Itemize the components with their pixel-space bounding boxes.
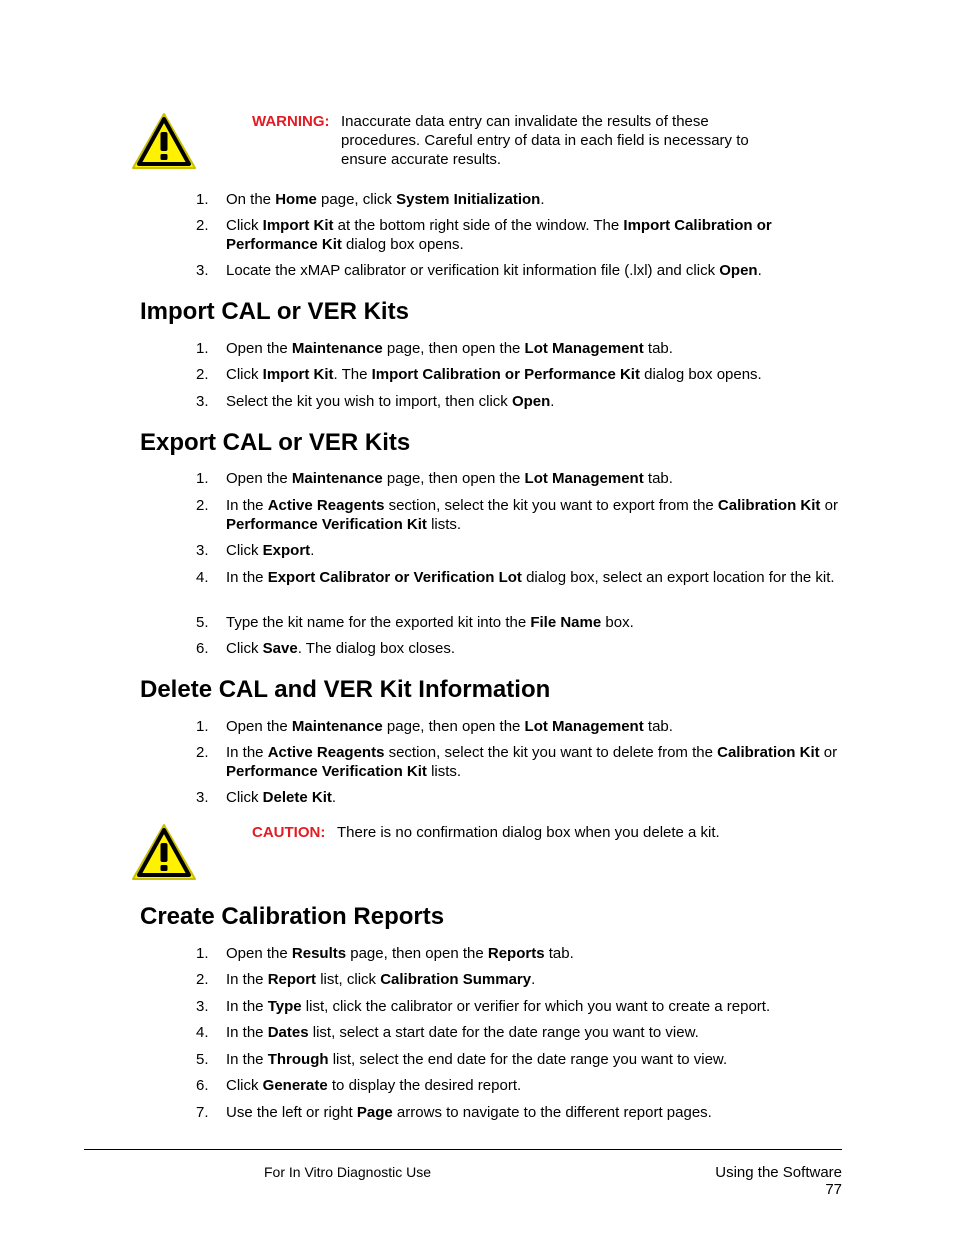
- ui-term: Through: [267, 1051, 329, 1068]
- step-number: 1.: [196, 718, 209, 735]
- heading-create-calibration-reports: Create Calibration Reports: [140, 903, 445, 930]
- step-text: In the Active Reagents section, select the kit you want to delete from the Calibration Kit or Performance Verification Kit lists.: [226, 744, 838, 780]
- step-text: In the Dates list, select a start date for the date range you want to view.: [226, 1024, 699, 1041]
- step-number: 1.: [196, 340, 209, 357]
- step-text: Open the Results page, then open the Reports tab.: [226, 945, 574, 962]
- step-number: 3.: [196, 262, 209, 279]
- ui-term: Open: [511, 393, 551, 410]
- caution-label: CAUTION:: [252, 824, 326, 841]
- ui-term: Generate: [262, 1077, 328, 1094]
- step-number: 2.: [196, 217, 209, 234]
- step-text: In the Through list, select the end date for the date range you want to view.: [226, 1051, 728, 1068]
- step-number: 6.: [196, 1077, 209, 1094]
- warning-text-line: Inaccurate data entry can invalidate the results of these: [341, 113, 709, 130]
- step-number: 1.: [196, 470, 209, 487]
- ui-term: Export: [262, 542, 311, 559]
- step-text: Click Save. The dialog box closes.: [226, 640, 456, 657]
- step-text: Open the Maintenance page, then open the Lot Management tab.: [226, 340, 673, 357]
- step-text: Open the Maintenance page, then open the Lot Management tab.: [226, 470, 673, 487]
- step-number: 2.: [196, 744, 209, 761]
- ui-term: Report: [267, 971, 317, 988]
- ui-term: Calibration Summary: [380, 971, 532, 988]
- step-number: 3.: [196, 789, 209, 806]
- ui-term: Dates: [267, 1024, 309, 1041]
- heading-import-cal-ver-kits: Import CAL or VER Kits: [140, 298, 409, 325]
- step-text: Click Generate to display the desired report.: [226, 1077, 522, 1094]
- ui-term: Calibration Kit: [717, 497, 821, 514]
- ui-term: Open: [719, 262, 758, 279]
- warning-text-line: procedures. Careful entry of data in each field is necessary to: [341, 132, 749, 149]
- step-text: Click Import Kit. The Import Calibration or Performance Kit dialog box opens.: [226, 366, 762, 383]
- step-text: Locate the xMAP calibrator or verification kit information file (.lxl) and click Open.: [226, 262, 762, 279]
- step-text: Click Import Kit at the bottom right side of the window. The Import Calibration or Performance Kit dialog box opens.: [226, 217, 772, 253]
- ui-term: Lot Management: [524, 718, 644, 735]
- footer-rule: [84, 1149, 842, 1150]
- warning-label: WARNING:: [252, 113, 330, 130]
- ui-term: Import Calibration or Performance Kit: [226, 217, 772, 253]
- ui-term: Page: [356, 1104, 393, 1121]
- step-text: In the Active Reagents section, select the kit you want to export from the Calibration Kit or Performance Verification Kit lists.: [226, 497, 838, 533]
- ui-term: Maintenance: [291, 340, 383, 357]
- ui-term: Lot Management: [524, 470, 644, 487]
- step-number: 2.: [196, 971, 209, 988]
- ui-term: Active Reagents: [267, 744, 385, 761]
- ui-term: Import Kit: [262, 217, 334, 234]
- footer-right: [715, 1164, 842, 1198]
- step-text: In the Report list, click Calibration Summary.: [226, 971, 536, 988]
- ui-term: Import Calibration or Performance Kit: [371, 366, 640, 383]
- step-number: 3.: [196, 542, 209, 559]
- step-text: Click Export.: [226, 542, 315, 559]
- ui-term: Type: [267, 998, 302, 1015]
- heading-export-cal-ver-kits: Export CAL or VER Kits: [140, 429, 411, 456]
- step-text: Use the left or right Page arrows to navigate to the different report pages.: [226, 1104, 712, 1121]
- step-number: 6.: [196, 640, 209, 657]
- step-text: In the Export Calibrator or Verification Lot dialog box, select an export location for the kit.: [226, 569, 835, 586]
- ui-term: Results: [291, 945, 347, 962]
- caution-text: There is no confirmation dialog box when you delete a kit.: [337, 824, 720, 841]
- step-number: 4.: [196, 569, 209, 586]
- ui-term: Performance Verification Kit: [226, 516, 427, 533]
- ui-term: Maintenance: [291, 470, 383, 487]
- step-text: Open the Maintenance page, then open the Lot Management tab.: [226, 718, 673, 735]
- step-number: 3.: [196, 998, 209, 1015]
- ui-term: Calibration Kit: [717, 744, 820, 761]
- step-text: Type the kit name for the exported kit into the File Name box.: [226, 614, 634, 631]
- step-number: 4.: [196, 1024, 209, 1041]
- warning-note: [252, 112, 852, 170]
- warning-text: [341, 112, 841, 169]
- footer-page-number: 77: [825, 1181, 842, 1198]
- step-number: 2.: [196, 497, 209, 514]
- warning-triangle-icon: [131, 112, 197, 170]
- ui-term: File Name: [530, 614, 602, 631]
- ui-term: Export Calibrator or Verification Lot: [267, 569, 522, 586]
- step-number: 3.: [196, 393, 209, 410]
- caution-note: [252, 823, 852, 843]
- step-number: 5.: [196, 614, 209, 631]
- ui-term: Maintenance: [291, 718, 383, 735]
- step-number: 7.: [196, 1104, 209, 1121]
- heading-delete-cal-ver-kit-information: Delete CAL and VER Kit Information: [140, 676, 551, 703]
- ui-term: Home: [275, 191, 317, 208]
- step-number: 1.: [196, 191, 209, 208]
- caution-triangle-icon: [131, 823, 197, 881]
- ui-term: Reports: [487, 945, 545, 962]
- step-number: 2.: [196, 366, 209, 383]
- ui-term: Save: [262, 640, 298, 657]
- warning-text-line: ensure accurate results.: [341, 151, 502, 168]
- step-number: 5.: [196, 1051, 209, 1068]
- step-text: On the Home page, click System Initialization.: [226, 191, 545, 208]
- step-text: Select the kit you wish to import, then click Open.: [226, 393, 555, 410]
- ui-term: Import Kit: [262, 366, 334, 383]
- footer-section-title: Using the Software: [715, 1164, 842, 1181]
- step-number: 1.: [196, 945, 209, 962]
- ui-term: System Initialization: [396, 191, 541, 208]
- step-text: In the Type list, click the calibrator or verifier for which you want to create a report.: [226, 998, 771, 1015]
- step-text: Click Delete Kit.: [226, 789, 337, 806]
- ui-term: Performance Verification Kit: [226, 763, 427, 780]
- ui-term: Active Reagents: [267, 497, 385, 514]
- ui-term: Delete Kit: [262, 789, 332, 806]
- footer-center-text: For In Vitro Diagnostic Use: [264, 1164, 432, 1180]
- ui-term: Lot Management: [524, 340, 644, 357]
